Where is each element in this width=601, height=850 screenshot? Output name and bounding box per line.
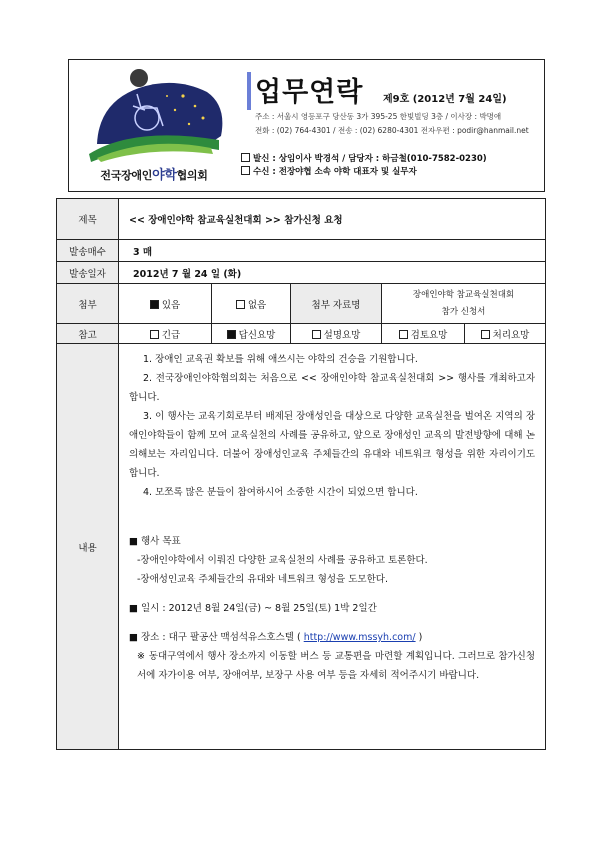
- attachment-material-label: 첨부 자료명: [291, 284, 382, 324]
- ref-option-review: 검토요망: [382, 324, 465, 344]
- attachment-label: 첨부: [57, 284, 119, 324]
- document-title: 업무연락: [255, 77, 364, 108]
- date-row: [57, 262, 546, 284]
- sender-line: 발신 : 상임이사 박경석 / 담당자 : 하금철(010-7582-0230): [241, 152, 487, 164]
- memo-table: [56, 198, 546, 750]
- copies-value: 3 매: [119, 240, 546, 262]
- purpose-title: ■ 행사 목표: [129, 536, 181, 547]
- venue-link[interactable]: http://www.mssyh.com/: [303, 632, 416, 643]
- checkbox-icon: [399, 330, 408, 339]
- paragraph-4: 4. 모쪼록 많은 분들이 참여하시어 소중한 시간이 되었으면 합니다.: [143, 487, 418, 498]
- reference-row: [57, 324, 546, 344]
- date-label: 발송일자: [57, 262, 119, 284]
- date-value: 2012년 7 월 24 일 (화): [119, 262, 546, 284]
- attachment-material-value: 장애인야학 참교육실천대회 참가 신청서: [382, 284, 546, 324]
- issue-number: 제9호 (2012년 7월 24일): [383, 94, 507, 105]
- checked-box-icon: [227, 330, 236, 339]
- attach-no-option: 없음: [212, 284, 291, 324]
- paragraph-2: 2. 전국장애인야학협의회는 처음으로 << 장애인야학 참교육실천대회 >> 행사를 개최하고자 합니다.: [129, 373, 536, 403]
- content-body: [119, 344, 546, 750]
- checked-box-icon: [150, 300, 159, 309]
- title-accent-bar: [247, 72, 251, 110]
- event-date: ■ 일시 : 2012년 8월 24일(금) ~ 8월 25일(토) 1박 2일간: [129, 603, 377, 614]
- copies-label: 발송매수: [57, 240, 119, 262]
- reference-label: 참고: [57, 324, 119, 344]
- org-name-ya: 야학: [152, 168, 177, 183]
- ref-option-urgent: 긴급: [119, 324, 212, 344]
- paragraph-3: 3. 이 행사는 교육기회로부터 배제된 장애성인을 대상으로 다양한 교육실천을 벌여온 지역의 장애인야학들이 함께 모여 교육실천의 사례를 공유하고, 앞으로 장애성인 교육의 발전방향에 대해 논의해보는 자리입니다. 더불어 장애성인교육 주체들간의 유대와 네트워크 형성을 위한 자리이기도 합니다.: [129, 411, 536, 479]
- subject-value: << 장애인야학 참교육실천대회 >> 참가신청 요청: [119, 199, 546, 240]
- subject-label: 제목: [57, 199, 119, 240]
- subject-row: [57, 199, 546, 240]
- copies-row: [57, 240, 546, 262]
- contact-line: 전화 : (02) 764-4301 / 전송 : (02) 6280-4301 전자우편 : podir@hanmail.net: [255, 126, 529, 135]
- content-label: 내용: [57, 344, 119, 750]
- letterhead: [68, 59, 545, 192]
- org-name: 전국장애인야학협의회: [100, 168, 208, 183]
- paragraph-1: 1. 장애인 교육권 확보를 위해 애쓰시는 야학의 건승을 기원합니다.: [143, 354, 418, 365]
- ref-option-explain: 설명요망: [291, 324, 382, 344]
- checkbox-icon: [150, 330, 159, 339]
- org-logo: [79, 66, 229, 162]
- transport-note: ※ 동대구역에서 행사 장소까지 이동할 버스 등 교통편을 마련할 계획입니다. 그러므로 참가신청서에 자가이용 여부, 장애여부, 보장구 사용 여부 등을 자세히 적어주시기 바랍니다.: [137, 651, 536, 681]
- ref-option-process: 처리요망: [465, 324, 546, 344]
- purpose-item-2: -장애성인교육 주체들간의 유대와 네트워크 형성을 도모한다.: [137, 574, 388, 585]
- checkbox-icon: [481, 330, 490, 339]
- content-row: [57, 344, 546, 750]
- purpose-item-1: -장애인야학에서 이뤄진 다양한 교육실천의 사례를 공유하고 토론한다.: [137, 555, 428, 566]
- address-line: 주소 : 서울시 영등포구 당산동 3가 395-25 한빛빌딩 3층 / 이사장 : 박명애: [255, 112, 502, 121]
- checkbox-icon: [241, 153, 250, 162]
- checkbox-icon: [241, 166, 250, 175]
- receiver-line: 수신 : 전장야협 소속 야학 대표자 및 실무자: [241, 165, 417, 177]
- attachment-row: [57, 284, 546, 324]
- checkbox-icon: [236, 300, 245, 309]
- event-place: ■ 장소 : 대구 팔공산 맥섬석유스호스텔 ( http://www.mssyh.com/ ): [129, 632, 423, 643]
- ref-option-reply: 답신요망: [212, 324, 291, 344]
- checkbox-icon: [312, 330, 321, 339]
- attach-yes-option: 있음: [119, 284, 212, 324]
